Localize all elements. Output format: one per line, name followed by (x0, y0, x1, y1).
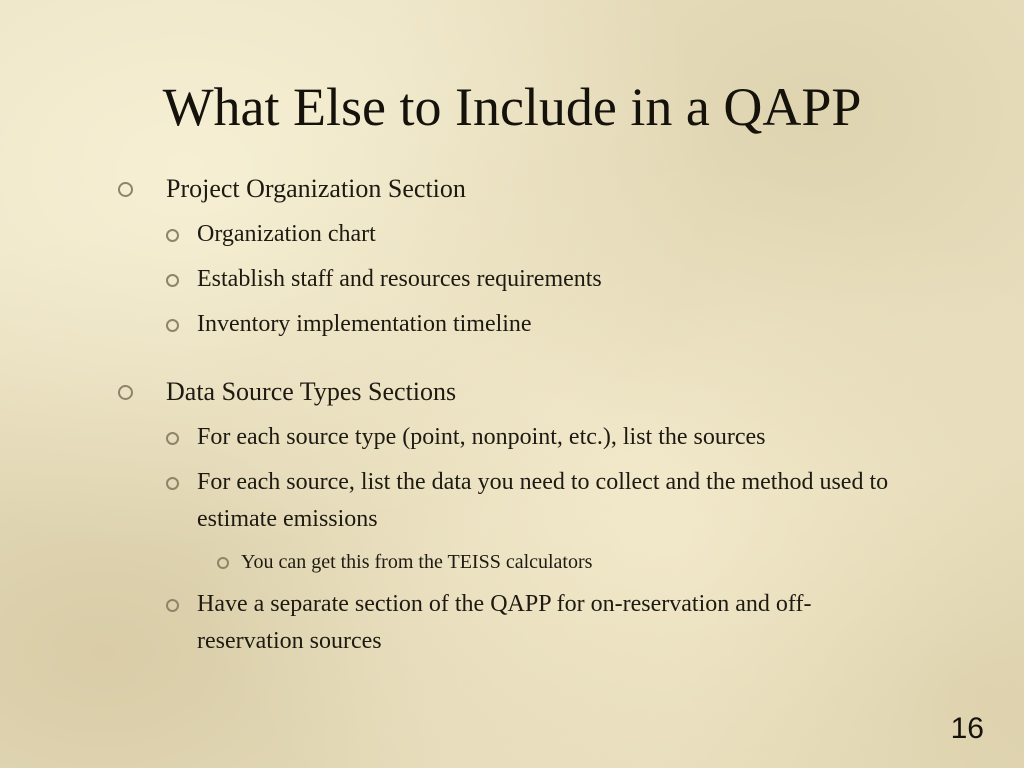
sub-bullet-staff-resources (160, 261, 910, 298)
hollow-circle-bullet-icon (166, 319, 179, 332)
hollow-circle-bullet-icon (166, 599, 179, 612)
bullet-text: Data Source Types Sections (166, 377, 457, 406)
bullet-text: You can get this from the TEISS calculators (241, 551, 593, 573)
slide-page-number: 16 (950, 712, 984, 745)
hollow-circle-bullet-icon (166, 229, 179, 242)
slide-title: What Else to Include in a QAPP (162, 77, 862, 137)
hollow-circle-bullet-icon (217, 557, 229, 569)
hollow-circle-bullet-icon (166, 432, 179, 445)
hollow-circle-bullet-icon (118, 182, 133, 197)
hollow-circle-bullet-icon (118, 385, 133, 400)
bullet-text: Have a separate section of the QAPP for on-reservation and off-reservation sources (197, 591, 812, 654)
bullet-text: Organization chart (197, 221, 376, 247)
sub-bullet-data-and-method (160, 464, 910, 538)
bullet-text: Project Organization Section (166, 174, 466, 203)
hollow-circle-bullet-icon (166, 477, 179, 490)
sub-bullet-organization-chart (160, 216, 910, 253)
sub-bullet-list-sources (160, 419, 910, 456)
sub-sub-bullet-teiss-calculators (217, 546, 910, 578)
bullet-text: For each source, list the data you need to collect and the method used to estimate emissions (197, 469, 889, 532)
sub-bullet-implementation-timeline (160, 306, 910, 343)
bullet-list (110, 170, 910, 660)
bullet-text: Inventory implementation timeline (197, 311, 532, 337)
sub-bullet-separate-section (160, 586, 910, 660)
hollow-circle-bullet-icon (166, 274, 179, 287)
bullet-text: Establish staff and resources requirements (197, 266, 602, 292)
bullet-text: For each source type (point, nonpoint, etc.), list the sources (197, 424, 766, 450)
bullet-item-project-organization (110, 170, 910, 208)
bullet-item-data-source-types (110, 373, 910, 411)
